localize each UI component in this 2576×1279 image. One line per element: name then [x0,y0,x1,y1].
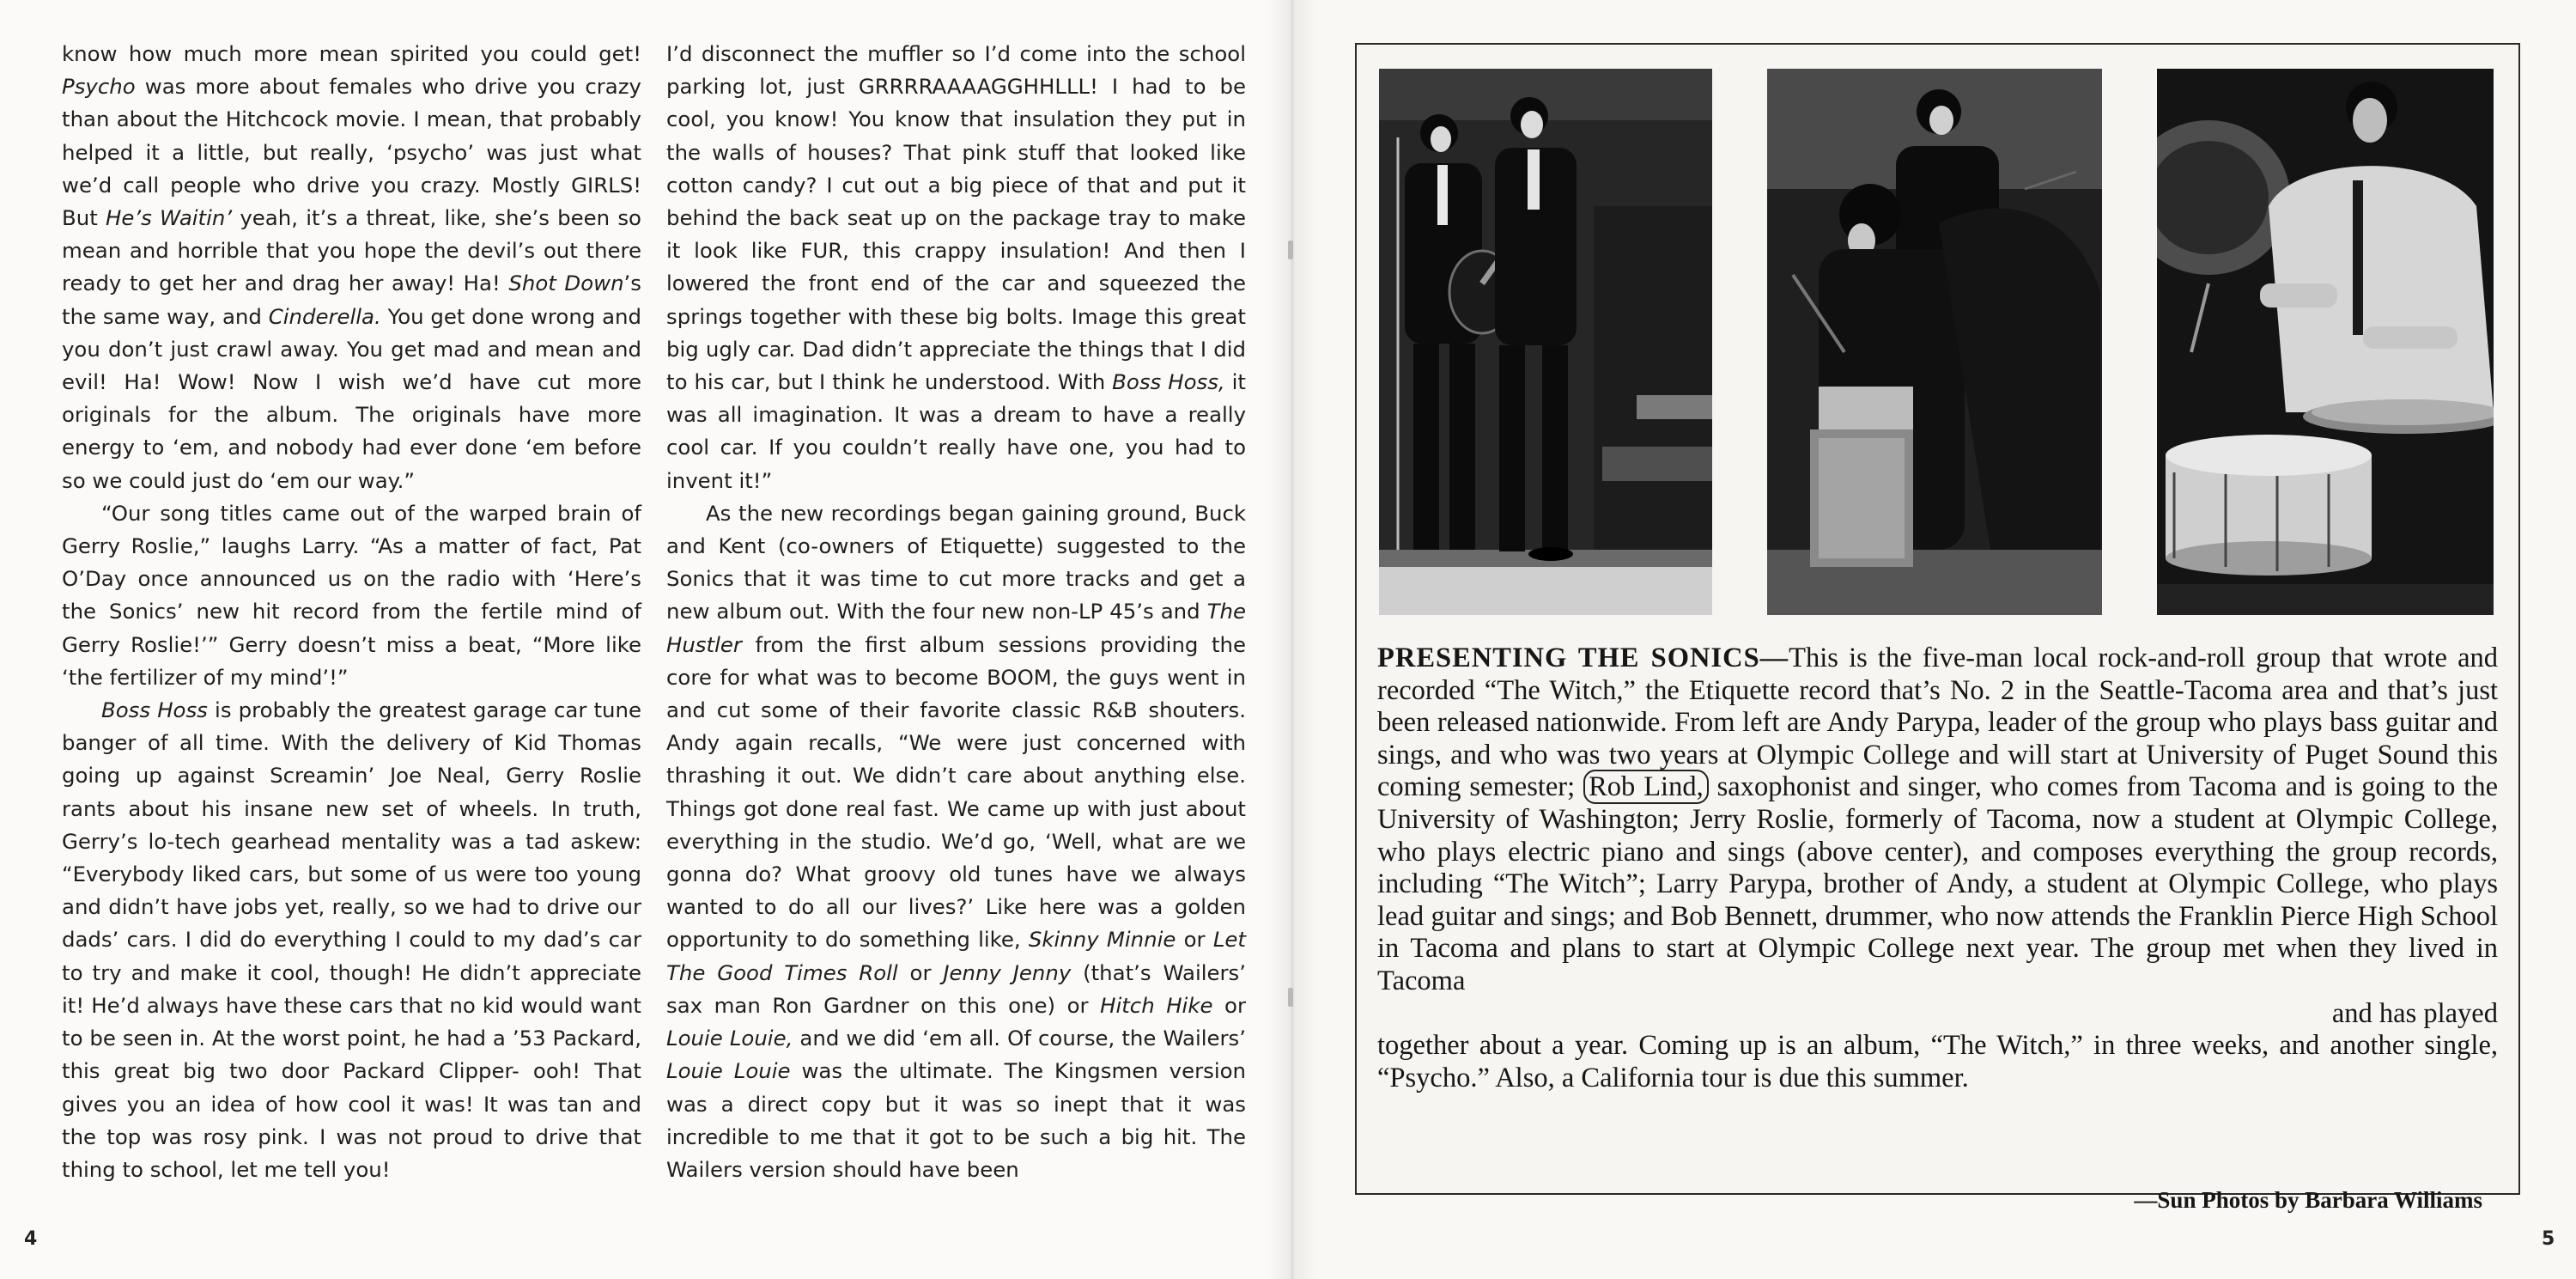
italic-title: He’s Waitin’ [106,205,233,231]
text-run: is probably the greatest garage car tune banger of all time. With the delivery of Kid Thomas going up against Screamin’ Joe Neal, Gerry Roslie rants about his insane new set of wheels. In truth, Gerry’s lo-tech gearhead mentality was a tad askew: “Everybody liked cars, but some of us were too young and didn’t have jobs yet, really, so we had to drive our dads’ cars. I did do everything I could to my dad’s car to try and make it cool, though! He didn’t appreciate it! He’d always have these cars that no kid would want to be seen in. At the worst point, he had a ’53 Packard, this great big two door Packard Clipper- ooh! That gives you an idea of how cool it was! It was tan and the top was rosy pink. I was not proud to drive that thing to school, let me tell you! [62,697,641,1182]
caption-final: together about a year. Coming up is an album, “The Witch,” in three weeks, and another single, “Psycho.” Also, a California tour is due this summer. [1377,1030,2498,1093]
staple [1288,241,1293,259]
italic-title: Shot Down [508,271,624,296]
caption-continued: and has played [2331,997,2498,1029]
text-run: was more about females who drive you crazy than about the Hitchcock movie. I mean, that probably helped it a little, but really, ‘psycho’ was just what we’d call people who drive you crazy. Mostly GIRLS! But [62,74,641,231]
italic-title: Boss Hoss, [1112,369,1225,395]
text-run: yeah, it’s a threat, like, she’s been so mean and horrible that you hope the devil’s out there ready to get her and drag her away! Ha! [62,205,641,296]
text-run: “Our song titles came out of the warped brain of Gerry Roslie,” laughs Larry. “As a matter of fact, Pat O’Day once announced us on the radio with ‘Here’s the Sonics’ new hit record from the fertile mind of Gerry Roslie!’” Gerry doesn’t miss a beat, “More like ‘the fertilizer of my mind’!” [62,500,641,690]
photo-guitarists-image [1379,69,1712,615]
photo-group-center [1767,69,2102,615]
text-run: was the ultimate. The Kingsmen version was a direct copy but it was so inept that it was incredible to me that it got to be such a big hit. The Wailers version should have been [666,1058,1246,1182]
paragraph [666,38,1246,497]
photo-group-center-image [1767,69,2102,615]
newspaper-clipping [1355,43,2520,1213]
italic-title: Psycho [62,74,136,100]
spine-gutter [1267,0,1318,1279]
paragraph [62,38,641,497]
text-run: it was all imagination. It was a dream to have a really cool car. If you couldn’t really have one, you had to invent it!” [666,369,1246,493]
italic-title: The Hustler [666,599,1246,657]
photo-drummer [2157,69,2494,615]
text-column-2 [666,38,1246,1186]
text-run: or [897,959,944,985]
text-run: or [1176,927,1213,953]
photo-guitarists [1379,69,1712,615]
text-run: ’s the same way, and [62,271,641,329]
text-run: I’d disconnect the muffler so I’d come into the school parking lot, just GRRRRAAAAGGHHLLL! I had to be cool, you know! You know that insulation they put in the walls of houses? That pink stuff that looked like cotton candy? I cut out a big piece of that and put it behind the back seat up on the package tray to make it look like FUR, this crappy insulation! And then I lowered the front end of the car and squeezed the springs together with these big bolts. Image this great big ugly car. Dad didn’t appreciate the things that I did to his car, but I think he understood. With [666,41,1246,395]
paragraph [62,694,641,1186]
paragraph [666,497,1246,1186]
staple [1288,988,1293,1007]
italic-title: Louie Louie, [666,1026,793,1051]
italic-title: Skinny Minnie [1028,927,1176,953]
photo-credit: —Sun Photos by Barbara Williams [2134,1187,2482,1213]
italic-title: Louie Louie [666,1058,791,1084]
text-run: You get done wrong and you don’t just crawl away. You get mad and mean and evil! Ha! Wow! Now I wish we’d have cut more originals for the album. The originals have more energy to ‘em, and nobody had ever done ‘em before so we could just do ‘em our way.” [62,303,641,493]
text-run: (that’s Wailers’ sax man Ron Gardner on this one) or [666,959,1246,1018]
caption-main [1377,643,2498,998]
text-run: from the first album sessions providing the core for what was to become BOOM, the guys went in and cut some of their favorite classic R&B shouters. Andy again recalls, “We were just concerned with thrashing it out. We didn’t care about anything else. Things got done real fast. We came up with just about everything in the studio. We’d go, ‘Well, what are we gonna do? What groovy old tunes have we always wanted to do all our lives?’ Like here was a golden opportunity to do something like, [666,631,1246,953]
text-run: and we did ‘em all. Of course, the Wailers’ [793,1026,1247,1051]
photo-caption [1377,643,2498,1094]
caption-text-part2: saxophonist and singer, who comes from Tacoma and is going to the University of Washington; Jerry Roslie, formerly of Tacoma, now a student at Olympic College, who plays electric piano and sings (above center), and composes everything the group records, including “The Witch”; Larry Parypa, brother of Andy, a student at Olympic College, who plays lead guitar and sings; and Bob Bennett, drummer, who now attends the Franklin Pierce High School in Tacoma and plans to start at Olympic College next year. The group met when they lived in Tacoma [1377,771,2498,996]
caption-circled-name: Rob Lind, [1583,770,1709,804]
page-number-right: 5 [2542,1228,2555,1250]
text-run: know how much more mean spirited you could get! [62,41,641,66]
italic-title: Jenny Jenny [943,959,1072,985]
paragraph [62,497,641,694]
italic-title: Cinderella. [268,303,381,329]
text-run: As the new recordings began gaining ground, Buck and Kent (co-owners of Etiquette) suggested to the Sonics that it was time to cut more tracks and get a new album out. With the four new non-LP 45’s and [666,500,1246,624]
italic-title: Hitch Hike [1100,992,1213,1018]
caption-lead: PRESENTING THE SONICS— [1377,643,1789,673]
text-column-1 [62,38,641,1186]
italic-title: Boss Hoss [101,697,208,723]
italic-title: Let The Good Times Roll [666,927,1246,985]
text-run: or [1212,992,1246,1018]
caption-text-part1: This is the five-man local rock-and-roll group that wrote and recorded “The Witch,” the Etiquette record that’s No. 2 in the Seattle-Tacoma area and that’s just been released nationwide. From left are Andy Parypa, leader of the group who plays bass guitar and sings, and who was two years at Olympic College and will start at University of Puget Sound this coming semester; [1377,643,2498,803]
page-number-left: 4 [24,1228,38,1250]
photo-drummer-image [2157,69,2494,615]
